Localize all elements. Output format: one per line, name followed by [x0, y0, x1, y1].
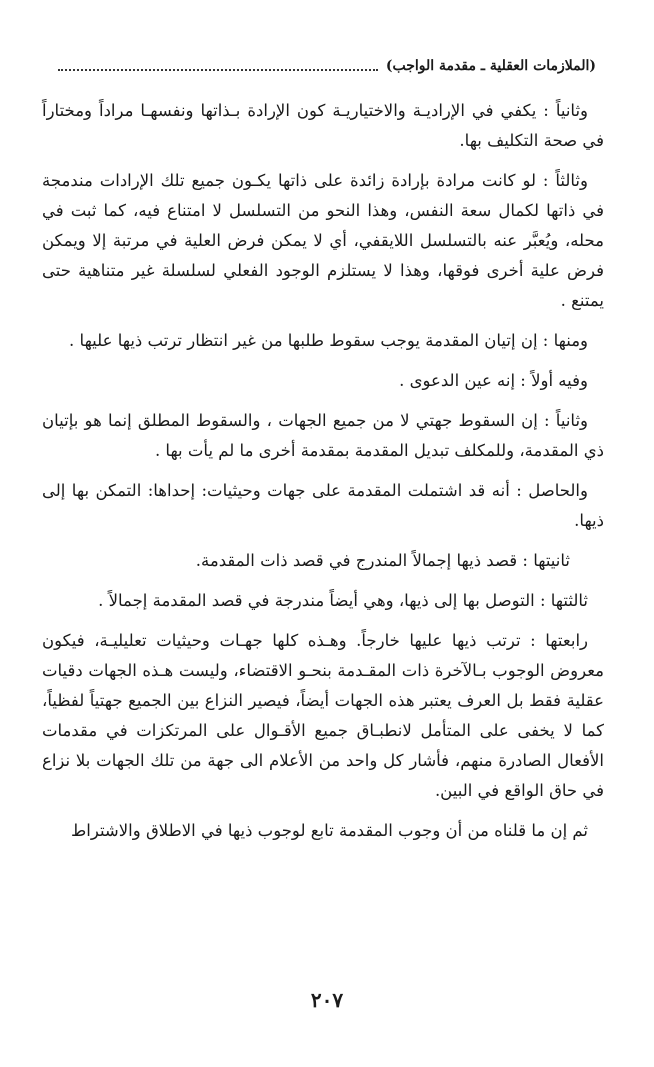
paragraph: والحاصل : أنه قد اشتملت المقدمة على جهات وحيثيات: إحداها: التمكن بها إلى ذيها.: [42, 481, 604, 530]
page-number: ٢٠٧: [310, 988, 344, 1012]
paragraph: وثانياً : يكفي في الإراديـة والاختياريـة كون الإرادة بـذاتها ونفسهـا مراداً ومختاراً في صحة التكليف بها.: [42, 101, 604, 150]
running-header: [58, 54, 596, 78]
paragraph: ثانيتها : قصد ذيها إجمالاً المندرج في قصد ذات المقدمة.: [195, 551, 570, 570]
paragraph: ثالثتها : التوصل بها إلى ذيها، وهي أيضاً مندرجة في قصد المقدمة إجمالاً .: [98, 591, 588, 610]
paragraph: ومنها : إن إتيان المقدمة يوجب سقوط طلبها من غير انتظار ترتب ذيها عليها .: [69, 331, 588, 350]
paragraph: وثانياً : إن السقوط جهتي لا من جميع الجهات ، والسقوط المطلق إنما هو بإتيان ذي المقدمة، وللمكلف تبديل المقدمة بمقدمة أخرى ما لم يأت بها .: [42, 411, 604, 460]
body-text: [42, 96, 604, 856]
paragraph: رابعتها : ترتب ذيها عليها خارجاً. وهـذه كلها جهـات وحيثيات تعليليـة، فيكون معروض الوجوب بـالآخرة ذات المقـدمة بنحـو الاقتضاء، وليست هـذه الجهات دقيات عقلية فقط بل العرف يعتبر هذه الجهات أيضاً، فيصير النزاع بين الجميع جهتياً لفظياً، كما لا يخفى على المتأمل لانطبـاق جميع الأقـوال على المرتكزات في مقدمات الأفعال الصادرة منهم، فأشار كل واحد من الأعلام الى جهة من تلك الجهات بلا نزاع في حاق الواقع في البين.: [42, 631, 604, 800]
running-header-title: (الملازمات العقلية ـ مقدمة الواجب): [385, 58, 596, 74]
header-dotted-leader: [58, 61, 378, 71]
paragraph: وثالثاً : لو كانت مرادة بإرادة زائدة على ذاتها يكـون جميع تلك الإرادات مندمجة في ذاتها لكمال سعة النفس، وهذا النحو من التسلسل لا امتناع فيه، كما ثبت في محله، ويُعبَّر عنه بالتسلسل اللايقفي، أي لا يمكن فرض العلية في مرتبة إلا ويمكن فرض علية أخرى فوقها، وهذا لا يستلزم الوجود الفعلي لسلسلة غير متناهية حتى يمتنع .: [42, 171, 604, 310]
paragraph: ثم إن ما قلناه من أن وجوب المقدمة تابع لوجوب ذيها في الاطلاق والاشتراط: [71, 821, 588, 840]
paragraph: وفيه أولاً : إنه عين الدعوى .: [399, 371, 588, 390]
